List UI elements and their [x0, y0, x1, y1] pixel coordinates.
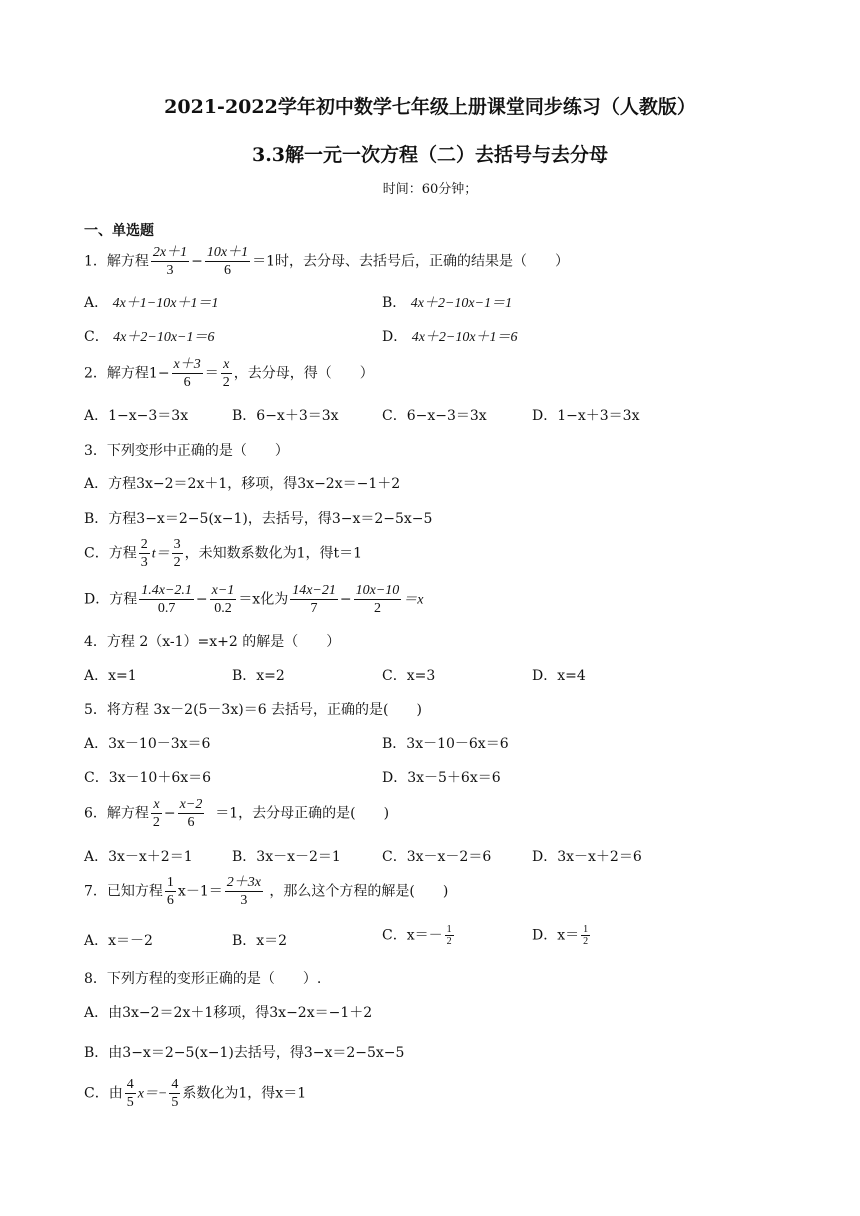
q7-option-d[interactable]: D．x＝ $\frac{1}{2}$ [532, 924, 589, 947]
time-limit: 时间：60分钟； [382, 182, 478, 197]
q1-option-b[interactable]: B． 4x＋2−10x−1＝1 [382, 295, 513, 311]
q7-option-a[interactable]: A．x＝－2 [84, 933, 153, 949]
q1-option-c[interactable]: C． 4x＋2−10x−1＝6 [84, 329, 215, 345]
question-8: 8．下列方程的变形正确的是（ ）. [84, 971, 322, 987]
lesson-subtitle: 3.3解一元一次方程（二）去括号与去分母 [251, 144, 609, 166]
q8c-fraction-2: $\frac{4}{5}$ [171, 1077, 179, 1110]
q2-option-a[interactable]: A．1−x−3＝3x [84, 408, 189, 424]
question-3: 3．下列变形中正确的是（ ） [84, 443, 289, 459]
q1-option-d[interactable]: D． 4x＋2−10x＋1＝6 [382, 329, 518, 345]
q3c-fraction-2: $\frac{3}{2}$ [173, 537, 181, 570]
q6-fraction-2: $\frac{x-2}{6}$ [179, 797, 203, 830]
q7-option-b[interactable]: B．x＝2 [232, 933, 288, 949]
q8c-fraction-1: $\frac{4}{5}$ [126, 1077, 134, 1110]
q1-prefix: 1．解方程 [84, 253, 149, 270]
q2-fraction-1: $\frac{x+3}{6}$ [173, 357, 201, 390]
question-4: 4．方程 2（x-1）=x+2 的解是（ ） [84, 634, 341, 650]
q6-option-a[interactable]: A．3x－x＋2＝1 [84, 849, 193, 865]
q3-option-c[interactable]: C．方程 $\frac{2}{3}$ t＝ $\frac{3}{2}$ ，未知数系数化为1，得t＝1 [84, 537, 363, 570]
q4-option-a[interactable]: A．x=1 [84, 668, 137, 684]
q5-option-b[interactable]: B．3x－10－6x＝6 [382, 736, 509, 752]
q2-stem: ，去分母，得（ ） [233, 365, 374, 382]
q3c-fraction-1: $\frac{2}{3}$ [140, 537, 148, 570]
q6-stem: ＝1，去分母正确的是( ) [215, 805, 390, 822]
q8-option-b[interactable]: B．由3−x＝2−5(x−1)去括号，得3−x＝2−5x−5 [84, 1045, 405, 1061]
q2-option-c[interactable]: C．6−x−3＝3x [382, 408, 487, 424]
q3d-fraction-3: $\frac{14x-21}{7}$ [292, 583, 336, 616]
question-2: 2．解方程1− $\frac{x+3}{6}$ ＝ $\frac{x}{2}$ ，去分母，得（ ） [84, 357, 374, 390]
q5-option-c[interactable]: C．3x－10＋6x＝6 [84, 770, 212, 786]
q3d-fraction-2: $\frac{x-1}{0.2}$ [211, 583, 235, 616]
question-1: 1．解方程 $\frac{2x+1}{3}$ − $\frac{10x+1}{6}$ ＝1时，去分母、去括号后，正确的结果是（ ） [84, 245, 569, 278]
q7c-fraction: $\frac{1}{2}$ [446, 924, 452, 947]
q7-fraction-2: $\frac{2+3x}{3}$ [226, 875, 261, 908]
q6-fraction-1: $\frac{x}{2}$ [152, 797, 160, 830]
q3-option-a[interactable]: A．方程3x−2＝2x＋1，移项，得3x−2x＝−1＋2 [84, 476, 401, 492]
q4-option-d[interactable]: D．x=4 [532, 668, 586, 684]
q8-option-a[interactable]: A．由3x−2＝2x＋1移项，得3x−2x＝−1＋2 [84, 1005, 373, 1021]
q2-option-d[interactable]: D．1−x＋3＝3x [532, 408, 640, 424]
question-6: 6．解方程 $\frac{x}{2}$ − $\frac{x-2}{6}$ ＝1，去分母正确的是( ) [84, 797, 390, 830]
worksheet-title: 2021-2022学年初中数学七年级上册课堂同步练习（人教版） [164, 96, 696, 118]
q3-option-b[interactable]: B．方程3−x＝2−5(x−1)，去括号，得3−x＝2−5x−5 [84, 511, 433, 527]
q3-option-d[interactable]: D．方程 $\frac{1.4x-2.1}{0.7}$ − $\frac{x-1}{0.2}$ ＝x化为 $\frac{14x-21}{7}$ − $\frac{10x-10}{2}$ ＝x [84, 583, 424, 616]
q2-option-b[interactable]: B．6−x＋3＝3x [232, 408, 339, 424]
question-7: 7．已知方程 $\frac{1}{6}$ x－1＝ $\frac{2+3x}{3}$ ，那么这个方程的解是( ) [84, 875, 449, 908]
q1-fraction-2: $\frac{10x+1}{6}$ [206, 245, 249, 278]
question-5: 5．将方程 3x－2(5－3x)＝6 去括号，正确的是( ) [84, 702, 422, 718]
q4-option-c[interactable]: C．x=3 [382, 668, 436, 684]
q1-stem: ＝1时，去分母、去括号后，正确的结果是（ ） [252, 253, 569, 270]
q4-option-b[interactable]: B．x=2 [232, 668, 285, 684]
q3d-fraction-4: $\frac{10x-10}{2}$ [355, 583, 400, 616]
q8-option-c[interactable]: C．由 $\frac{4}{5}$ x＝− $\frac{4}{5}$ 系数化为1，得x＝1 [84, 1077, 307, 1110]
q7-fraction-1: $\frac{1}{6}$ [166, 875, 174, 908]
q7-option-c[interactable]: C．x＝－ $\frac{1}{2}$ [382, 924, 452, 947]
q3d-fraction-1: $\frac{1.4x-2.1}{0.7}$ [141, 583, 192, 616]
q6-option-d[interactable]: D．3x－x＋2＝6 [532, 849, 642, 865]
q1-fraction-1: $\frac{2x+1}{3}$ [152, 245, 188, 278]
section-heading: 一、单选题 [84, 223, 154, 239]
q6-option-b[interactable]: B．3x－x－2＝1 [232, 849, 341, 865]
q5-option-d[interactable]: D．3x－5＋6x＝6 [382, 770, 501, 786]
q5-option-a[interactable]: A．3x－10－3x＝6 [84, 736, 211, 752]
q7-stem: ，那么这个方程的解是( ) [269, 883, 449, 900]
q2-fraction-2: $\frac{x}{2}$ [222, 357, 230, 390]
q1-option-a[interactable]: A． 4x＋1−10x＋1＝1 [84, 295, 219, 311]
q6-option-c[interactable]: C．3x－x－2＝6 [382, 849, 492, 865]
q7d-fraction: $\frac{1}{2}$ [583, 924, 589, 947]
